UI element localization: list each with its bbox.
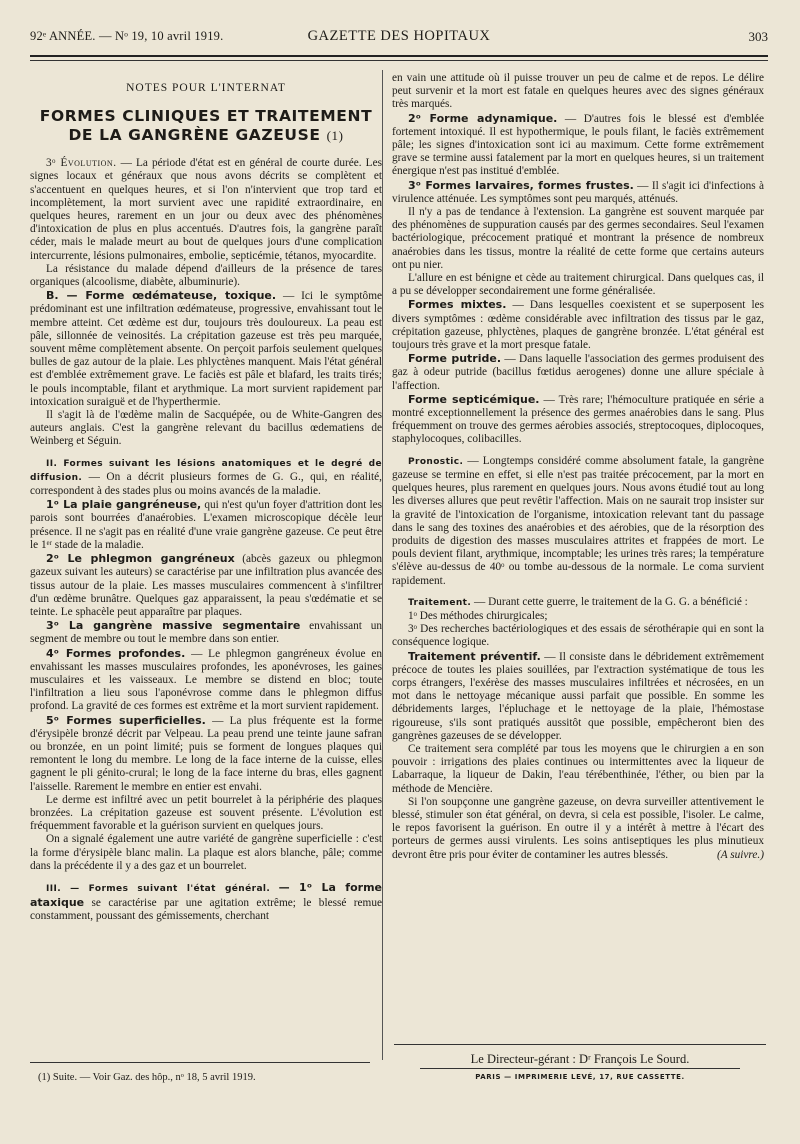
paragraph-lead: Traitement. (408, 597, 472, 608)
paragraph (30, 457, 382, 499)
gerant-rule (420, 1068, 740, 1069)
article-title-text: FORMES CLINIQUES ET TRAITEMENT DE LA GANGRÈNE GAZEUSE (39, 107, 373, 145)
paragraph-text: — Dans laquelle l'association des germes produisent des gaz à odeur putride (bacillus fœtidus aerogenes) donne une allure spéciale à l'affection. (392, 353, 764, 392)
paragraph-lead: II. Formes suivant les lésions anatomiques et le degré de diffusion. (30, 458, 382, 483)
paragraph-lead: B. — Forme œdémateuse, toxique. (46, 289, 277, 303)
spacer (392, 447, 764, 455)
to-be-continued: (A suivre.) (716, 848, 764, 861)
paragraph (30, 619, 382, 646)
paragraph (30, 289, 382, 409)
paragraph: Ce traitement sera complété par tous les moyens que le chirurgien a en son pouvoir : irrigations des plaies continues ou intermittentes avec la liqueur de Labarraque, la liqueur de Dakin, l'eau térébenthinée, l'éther, ou bien par la méthode de Mencière. (392, 742, 764, 795)
paragraph (392, 112, 764, 179)
list-item: 1ᵒ Des méthodes chirurgicales; (408, 609, 548, 622)
paragraph-text: qui n'est qu'un foyer d'attrition dont les parois sont bourrées d'anaérobies. L'examen microscopique décèle leur présence. Il ne s'agit pas en réalité d'une vraie gangrène gazeuse. Ce peut être le 1ᵉʳ stade de la maladie. (30, 499, 383, 551)
title-footnote-ref: (1) (326, 128, 344, 144)
header-rule (30, 55, 768, 57)
paragraph-text: — La période d'état est en général de courte durée. Les signes locaux et généraux que nous avons décrits se complètent et s'accentuent en quelques heures, et si l'on n'intervient que trop tard et incomplètement, la mort survient avec une rapidité extraordinaire, en quelques heures, rarement en un jour ou deux avec des phénomènes d'intoxication de plus en plus accentués. D'autres fois, la gangrène paraît céder, mais le malade meurt au bout de quelques jours d'une complication intercurrente, lésions pulmonaires, embolie, septicémie, tétanos, myocardite. (30, 157, 382, 262)
paragraph-lead: Forme septicémique. (408, 392, 540, 406)
paragraph (30, 647, 382, 714)
paragraph (392, 650, 764, 743)
director-signature: Le Directeur-gérant : Dʳ François Le Sourd. (470, 1052, 690, 1066)
paragraph (30, 498, 382, 552)
column-divider (382, 70, 383, 1060)
paragraph-text: envahissant un segment de membre ou tout le membre dans son entier. (30, 620, 383, 646)
footnote: (1) Suite. — Voir Gaz. des hôp., nᵒ 18, 5 avril 1919. (38, 1072, 256, 1083)
paragraph-text: — D'autres fois le blessé est d'emblée fortement intoxiqué. Il est hypothermique, le pouls filant, le faciès extrêmement pâle; les signes d'intoxication sont ici au maximum. Cette forme extrêmement grave se termine aussi fatalement par la mort en quelques heures, si un traitement énergique n'est pas institué d'emblée. (392, 112, 765, 178)
paragraph-text: — Dans lesquelles coexistent et se superposent les divers symptômes : œdème considérable avec infiltration des tissus par le gaz, crépitation gazeuse, phlyctènes, plaques de gangrène bronzée. L'état général est toujours très grave et la mort presque fatale. (392, 299, 765, 352)
paragraph-text: — Le phlegmon gangréneux évolue en envahissant les masses musculaires profondes, les aponévroses, les gaines musculaires et les vaisseaux. Le membre se distend en bloc; toute l'infiltration a lieu sous l'aponévrose comme dans le phlegmon diffus profond. La gravité de ces formes est extrême et la mort survient rapidement. (30, 647, 382, 713)
paragraph-text: se caractérise par une agitation extrême; le blessé remue constamment, poussant des gémissements, cherchant (30, 897, 383, 923)
paragraph-text: — On a décrit plusieurs formes de G. G., qui, en réalité, correspondent à des stades plus ou moins avancés de la maladie. (30, 470, 382, 498)
paragraph (30, 157, 382, 263)
paragraph-text: — La plus fréquente est la forme d'érysipèle bronzé décrit par Velpeau. La peau prend une teinte jaune safran ou bronzée, en un point limité; puis se forment de longues plaques qui remontent le long du membre. Le long de la face interne de la cuisse, elles gagnent le pli génito-crural; le long de la face interne du bras, elles gagnent l'aisselle. Rarement le membre en entier est envahi. (30, 714, 383, 793)
paragraph (30, 552, 382, 619)
spacer (30, 449, 382, 457)
paragraph-lead: 2ᵒ Forme adynamique. (408, 111, 558, 125)
article-title (30, 107, 382, 145)
paragraph (392, 796, 764, 862)
paragraph-lead: Forme putride. (408, 352, 502, 366)
paragraph-lead-secondary: — 1ᵒ La forme ataxique (30, 880, 382, 910)
printer-line: PARIS — IMPRIMERIE LEVÉ, 17, RUE CASSETTE. (475, 1073, 685, 1081)
paragraph-lead: 3ᵒ Évolution. (46, 157, 117, 170)
paragraph: La résistance du malade dépend d'ailleurs de la présence de tares organiques (alcoolisme, diabète, albuminurie). (30, 262, 382, 289)
paragraph-text: — Durant cette guerre, le traitement de la G. G. a bénéficié : (474, 595, 748, 608)
paragraph: en vain une attitude où il puisse trouver un peu de calme et de repos. Le délire peut survenir et la mort est fatale en quelques heures avec des signes généraux très marqués. (392, 72, 764, 111)
paragraph: Il n'y a pas de tendance à l'extension. La gangrène est souvent marquée par des phénomènes de suppuration causés par des germes secondaires. Seul l'examen bactériologique, précocement pratiqué et montrant la présence de nombreux anaérobies dans les tissus, montre la réalité de cette forme que certains auteurs ont pu nier. (392, 206, 764, 271)
paragraph-lead: 2ᵒ Le phlegmon gangréneux (46, 552, 235, 566)
paragraph (392, 596, 764, 610)
left-column (30, 72, 382, 924)
journal-title: GAZETTE DES HOPITAUX (307, 28, 491, 44)
paragraph (30, 881, 382, 924)
paragraph-lead: 3ᵒ La gangrène massive segmentaire (46, 619, 301, 633)
issue-info: 92ᵉ ANNÉE. — Nᵒ 19, 10 avril 1919. (30, 29, 224, 43)
page-header (30, 26, 768, 48)
section-label: NOTES POUR L'INTERNAT (126, 82, 286, 94)
right-column (392, 72, 764, 862)
paragraph-text: Si l'on soupçonne une gangrène gazeuse, on devra surveiller attentivement le blessé, stimuler son état général, on devra, si cela est possible, l'isoler. Le calme, le repos favorisent la guérison. En outre il y a intérêt à mettre à l'écart des porteurs de germes aussi virulents. Les soins antiseptiques les plus minutieux devront être pris pour éviter de contaminer les autres blessés. (392, 795, 764, 861)
paragraph (392, 455, 764, 588)
paragraph-lead: 3ᵒ Formes larvaires, formes frustes. (408, 178, 634, 192)
paragraph-text: — Il s'agit ici d'infections à virulence atténuée. Les symptômes sont peu marqués, atténués. (392, 179, 765, 205)
spacer (392, 588, 764, 596)
paragraph-text: — Très rare; l'hémoculture pratiquée en série a montré exceptionnellement la présence des germes anaérobies dans le sang. Plus fréquemment on trouve des germes aérobies associés, streptocoques, diplocoques, staphylocoques, colibacilles. (392, 393, 764, 446)
paragraph (392, 393, 764, 447)
page-number: 303 (748, 29, 768, 44)
list-item: 3ᵒ Des recherches bactériologiques et des essais de sérothérapie qui en sont la conséquence logique. (392, 623, 764, 649)
paragraph-text: — Ici le symptôme prédominant est une infiltration œdémateuse, progressive, envahissant tout le membre atteint. Cet œdème est dur, toujours très douloureux. La peau est pâle, sillonnée de veinosités. La crépitation gazeuse est très peu marquée, souvent même complètement absente. On perçoit parfois seulement quelques bulles de gaz autour de la plaie. Les phlyctènes manquent. Mais l'état général est d'emblée extrêmement grave. Le faciès est pâle et blafard, les traits tirés; le pouls incomptable, filant et arythmique. La mort survient rapidement par intoxication suraiguë et de l'hyperthermie. (30, 290, 383, 408)
paragraph: Il s'agit là de l'œdème malin de Sacquépée, ou de White-Gangren des auteurs anglais. C'est la gangrène relevant du bacillus œdematiens de Weinberg et Séguin. (30, 409, 382, 448)
paragraph-lead: Traitement préventif. (408, 649, 541, 663)
gerant-top-rule (394, 1044, 766, 1045)
paragraph-lead: 4ᵒ Formes profondes. (46, 646, 186, 660)
paragraph-lead: 1ᵒ La plaie gangréneuse, (46, 498, 202, 512)
paragraph: Le derme est infiltré avec un petit bourrelet à la périphérie des plaques bronzées. La crépitation gazeuse est souvent présente. L'évolution est fréquemment favorable et la guérison survient en quelques jours. (30, 793, 382, 833)
paragraph (392, 352, 764, 393)
paragraph-text: (abcès gazeux ou phlegmon gazeux suivant les auteurs) se caractérise par une infiltration plus avancée des tissus autour de la plaie. Les masses musculaires commencent à s'infiltrer d'un œdème brunâtre. Quelques gaz apparaissent, la peau s'œdématie et se teinte. Le sphacèle peut apparaître par plaques. (30, 553, 383, 618)
paragraph-lead: Formes mixtes. (408, 298, 507, 312)
paragraph (30, 714, 382, 794)
paragraph-lead: 5ᵒ Formes superficielles. (46, 713, 206, 727)
paragraph: L'allure en est bénigne et cède au traitement chirurgical. Dans quelques cas, il a pu se développer secondairement une forme généralisée. (392, 272, 764, 298)
paragraph-text: — Il consiste dans le débridement extrêmement précoce de toutes les plaies souillées, par l'extraction systématique de tous les corps étrangers, l'exérèse des masses musculaires infiltrées et nécrosées, en un mot dans le nettoyage mécanique aussi parfait que possible. En somme les débridements larges, l'épluchage et le nettoyage de la plaie, l'hémostase rigoureuse, s'ils sont pratiqués aussitôt que possible, empêcheront bien des gangrènes gazeuses de se développer. (392, 650, 764, 742)
header-rule-thin (30, 60, 768, 61)
footnote-rule (30, 1062, 370, 1063)
paragraph-text: — Longtemps considéré comme absolument fatale, la gangrène gazeuse se termine en effet, si elle n'est pas traitée précocement, par la mort en quelques heures, plus rarement en quelques jours. Nous avons étudié tout au long les diverses allures que peut revêtir l'affection. Mais on ne saurait trop insister sur la gravité de l'intoxication de l'organisme, intoxication relevant tant du passage dans le sang des toxines des anaérobies et des aérobies, que de la résorption des produits de digestion des masses musculaires attrites et frappées de mort. Le pouls devient filant, arythmique, incomptable; les urines très rares; la température s'élève au-dessus de 40ᵒ ou tombe au-dessous de la normale. Le coma survient rapidement. (392, 454, 764, 587)
paragraph-lead: Pronostic. (408, 456, 464, 467)
spacer (30, 873, 382, 881)
paragraph: On a signalé également une autre variété de gangrène superficielle : c'est la forme d'érysipèle blanc malin. La plaque est alors blanche, pâle; comme dans la précédente il y a des gaz et un bourrelet. (30, 833, 382, 872)
paragraph (392, 298, 764, 352)
paragraph (392, 179, 764, 206)
paragraph-lead: III. — Formes suivant l'état général. (46, 883, 271, 894)
